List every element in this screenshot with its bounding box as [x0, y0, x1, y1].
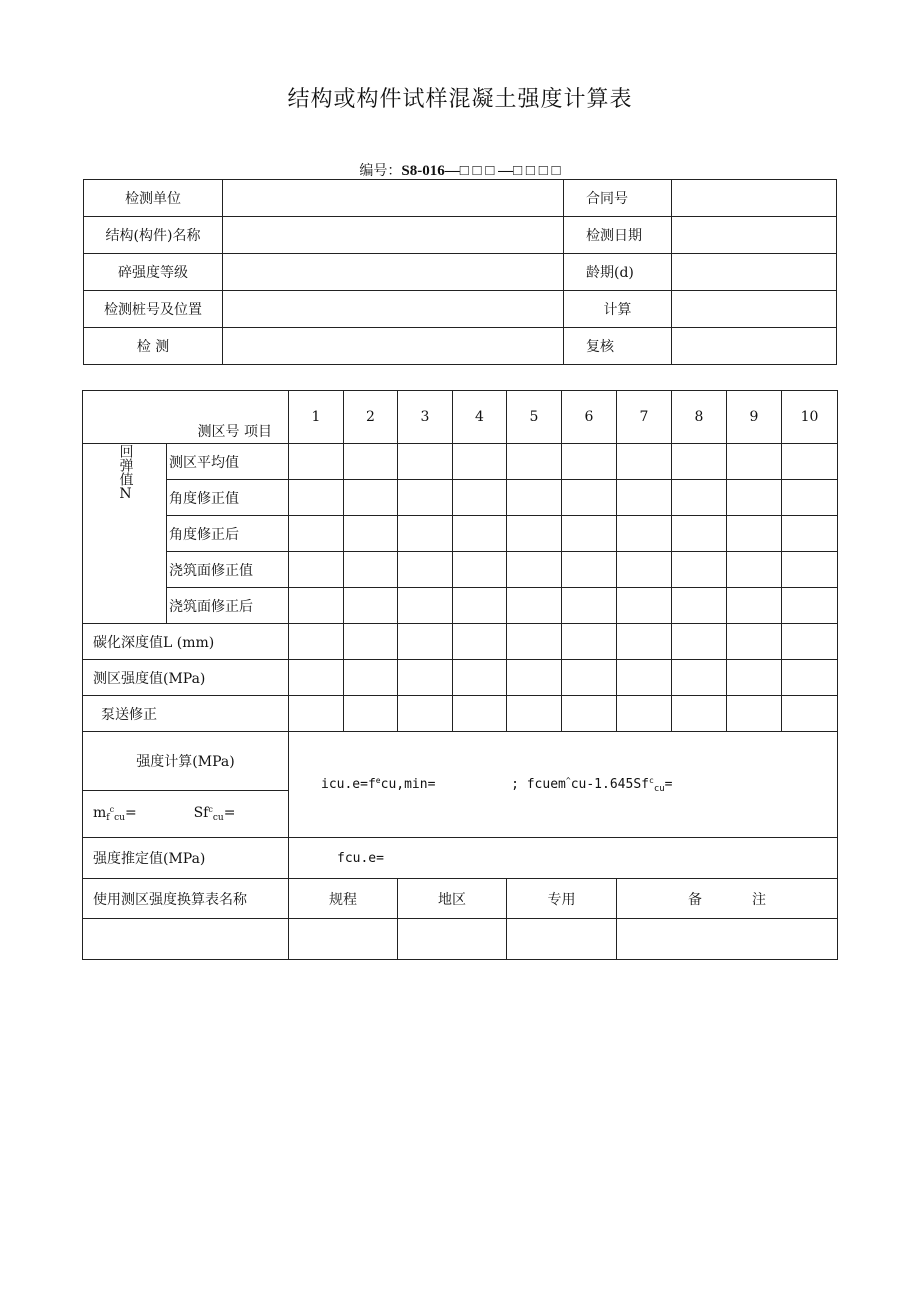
strength-formula[interactable] — [289, 732, 838, 838]
document-code — [0, 160, 920, 180]
data-cell[interactable] — [727, 480, 782, 516]
data-cell[interactable] — [782, 588, 838, 624]
data-cell[interactable] — [617, 552, 672, 588]
data-cell[interactable] — [344, 624, 398, 660]
table-row — [83, 660, 838, 696]
info-label: 检 测 — [84, 328, 223, 365]
info-value-cell[interactable] — [672, 254, 837, 291]
data-cell[interactable] — [289, 516, 344, 552]
option-special: 专用 — [507, 879, 617, 919]
data-cell[interactable] — [398, 588, 453, 624]
formula-second-rest: cu-1.645Sf — [570, 776, 649, 792]
data-cell[interactable] — [289, 480, 344, 516]
data-cell[interactable] — [672, 552, 727, 588]
option-regulation: 规程 — [289, 879, 398, 919]
data-cell[interactable] — [453, 696, 507, 732]
special-value[interactable] — [507, 919, 617, 960]
info-label: 结构(构件)名称 — [84, 217, 223, 254]
table-row — [83, 444, 838, 480]
formula-second-sup: ^ — [565, 775, 571, 785]
option-region: 地区 — [398, 879, 507, 919]
data-cell[interactable] — [344, 552, 398, 588]
column-header: 1 — [289, 391, 344, 444]
mean-sub: f — [106, 813, 110, 823]
data-cell[interactable] — [507, 516, 562, 552]
formula-sup: e — [375, 775, 381, 785]
sd-label: Sf — [193, 805, 209, 821]
sd-sup: c — [208, 805, 213, 814]
data-cell[interactable] — [617, 660, 672, 696]
data-cell[interactable] — [289, 696, 344, 732]
info-value-cell[interactable] — [672, 328, 837, 365]
data-cell[interactable] — [453, 588, 507, 624]
code-value: S8-016—□ □ □ —□ □ □ □ — [401, 163, 561, 179]
data-cell[interactable] — [289, 444, 344, 480]
data-cell[interactable] — [507, 444, 562, 480]
data-cell[interactable] — [344, 696, 398, 732]
data-cell[interactable] — [289, 552, 344, 588]
data-cell[interactable] — [727, 552, 782, 588]
formula-sep: ; — [511, 776, 519, 792]
info-value-cell[interactable] — [223, 328, 564, 365]
formula-second: fcuem — [526, 776, 566, 792]
data-cell[interactable] — [617, 444, 672, 480]
column-header: 9 — [727, 391, 782, 444]
row-label: 测区强度值(MPa) — [83, 660, 289, 696]
region-value[interactable] — [398, 919, 507, 960]
row-label: 角度修正后 — [167, 516, 289, 552]
stats-cell[interactable] — [83, 791, 289, 838]
strength-table — [82, 390, 838, 960]
data-cell[interactable] — [727, 660, 782, 696]
info-row — [84, 328, 837, 365]
data-cell[interactable] — [617, 624, 672, 660]
data-cell[interactable] — [782, 480, 838, 516]
info-row — [84, 291, 837, 328]
data-cell[interactable] — [507, 480, 562, 516]
formula-second-sup2: c — [648, 775, 654, 785]
data-cell[interactable] — [617, 588, 672, 624]
remarks-label: 备 — [688, 891, 702, 908]
info-label: 计算 — [564, 291, 672, 328]
mean-sub2: cu — [114, 813, 125, 823]
table-row — [83, 516, 838, 552]
table-row — [83, 696, 838, 732]
row-label: 碳化深度值L (mm) — [83, 624, 289, 660]
info-value-cell[interactable] — [223, 254, 564, 291]
data-cell[interactable] — [398, 444, 453, 480]
column-header: 8 — [672, 391, 727, 444]
formula-second-eq: = — [664, 776, 673, 792]
mean-label: m — [93, 805, 107, 821]
remarks-label-2: 注 — [752, 891, 766, 908]
data-cell[interactable] — [398, 516, 453, 552]
info-label: 复核 — [564, 328, 672, 365]
inferred-row — [83, 838, 838, 879]
data-cell[interactable] — [507, 624, 562, 660]
column-header: 7 — [617, 391, 672, 444]
header-corner — [83, 391, 289, 444]
data-cell[interactable] — [344, 480, 398, 516]
data-cell[interactable] — [289, 588, 344, 624]
data-cell[interactable] — [782, 516, 838, 552]
column-header: 5 — [507, 391, 562, 444]
row-label: 浇筑面修正后 — [167, 588, 289, 624]
data-cell[interactable] — [672, 444, 727, 480]
data-cell[interactable] — [398, 552, 453, 588]
data-cell[interactable] — [507, 588, 562, 624]
data-cell[interactable] — [562, 444, 617, 480]
column-header: 10 — [782, 391, 838, 444]
data-cell[interactable] — [672, 624, 727, 660]
code-label: 编号： — [359, 163, 402, 179]
data-cell[interactable] — [453, 552, 507, 588]
row-label: 角度修正值 — [167, 480, 289, 516]
mean-eq: = — [124, 805, 137, 821]
data-cell[interactable] — [562, 660, 617, 696]
data-cell[interactable] — [617, 516, 672, 552]
info-row — [84, 254, 837, 291]
data-cell[interactable] — [344, 660, 398, 696]
data-cell[interactable] — [562, 480, 617, 516]
data-cell[interactable] — [507, 660, 562, 696]
data-cell[interactable] — [562, 516, 617, 552]
info-label: 合同号 — [564, 180, 672, 217]
data-cell[interactable] — [727, 444, 782, 480]
info-label: 检测日期 — [564, 217, 672, 254]
info-label: 龄期(d) — [564, 254, 672, 291]
mean-sup: c — [109, 805, 115, 814]
data-cell[interactable] — [398, 624, 453, 660]
column-header: 4 — [453, 391, 507, 444]
page-title: 结构或构件试样混凝土强度计算表 — [287, 87, 633, 112]
data-cell[interactable] — [398, 660, 453, 696]
table-name-value[interactable] — [83, 919, 289, 960]
info-value-cell[interactable] — [223, 291, 564, 328]
remarks-header — [617, 879, 838, 919]
data-cell[interactable] — [672, 516, 727, 552]
formula-main: icu.e=f — [321, 776, 376, 792]
row-label: 泵送修正 — [83, 696, 289, 732]
sd-sub: cu — [212, 813, 224, 823]
formula-second-sub: cu — [653, 783, 665, 794]
data-cell[interactable] — [782, 660, 838, 696]
sd-eq: = — [223, 805, 236, 821]
info-table — [83, 179, 837, 365]
row-label: 测区平均值 — [167, 444, 289, 480]
data-cell[interactable] — [453, 660, 507, 696]
data-cell[interactable] — [782, 552, 838, 588]
row-label: 浇筑面修正值 — [167, 552, 289, 588]
regulation-value[interactable] — [289, 919, 398, 960]
inferred-label: 强度推定值(MPa) — [83, 838, 289, 879]
data-cell[interactable] — [617, 480, 672, 516]
data-cell[interactable] — [672, 588, 727, 624]
info-value-cell[interactable] — [672, 217, 837, 254]
data-cell[interactable] — [289, 660, 344, 696]
data-cell[interactable] — [344, 588, 398, 624]
data-cell[interactable] — [562, 624, 617, 660]
data-cell[interactable] — [453, 516, 507, 552]
data-cell[interactable] — [507, 696, 562, 732]
data-cell[interactable] — [617, 696, 672, 732]
info-value-cell[interactable] — [223, 180, 564, 217]
data-cell[interactable] — [562, 552, 617, 588]
data-cell[interactable] — [727, 696, 782, 732]
remarks-value[interactable] — [617, 919, 838, 960]
data-cell[interactable] — [562, 696, 617, 732]
info-value-cell[interactable] — [672, 180, 837, 217]
data-cell[interactable] — [727, 588, 782, 624]
info-label: 检测单位 — [84, 180, 223, 217]
data-cell[interactable] — [398, 480, 453, 516]
table-row — [83, 552, 838, 588]
column-header: 6 — [562, 391, 617, 444]
info-label: 检测桩号及位置 — [84, 291, 223, 328]
data-cell[interactable] — [672, 480, 727, 516]
data-cell[interactable] — [782, 696, 838, 732]
data-cell[interactable] — [727, 624, 782, 660]
data-cell[interactable] — [727, 516, 782, 552]
rebound-group-label: 回弹值N — [83, 444, 167, 624]
data-cell[interactable] — [398, 696, 453, 732]
data-cell[interactable] — [344, 444, 398, 480]
inferred-formula[interactable]: fcu.e= — [289, 838, 838, 879]
header-label: 测区号 项目 — [197, 424, 272, 440]
table-name-values-row — [83, 919, 838, 960]
data-cell[interactable] — [453, 480, 507, 516]
strength-calc-row — [83, 732, 838, 791]
info-label: 碎强度等级 — [84, 254, 223, 291]
info-row — [84, 180, 837, 217]
formula-rest: cu,min= — [380, 776, 436, 792]
strength-calc-label: 强度计算(MPa) — [83, 732, 289, 791]
table-row — [83, 480, 838, 516]
table-name-label: 使用测区强度换算表名称 — [83, 879, 289, 919]
data-cell[interactable] — [672, 696, 727, 732]
info-value-cell[interactable] — [672, 291, 837, 328]
data-cell[interactable] — [453, 444, 507, 480]
data-cell[interactable] — [562, 588, 617, 624]
table-name-row — [83, 879, 838, 919]
data-cell[interactable] — [507, 552, 562, 588]
table-row — [83, 624, 838, 660]
data-cell[interactable] — [344, 516, 398, 552]
data-cell[interactable] — [782, 624, 838, 660]
data-cell[interactable] — [672, 660, 727, 696]
table-row — [83, 588, 838, 624]
data-cell[interactable] — [782, 444, 838, 480]
column-header: 2 — [344, 391, 398, 444]
data-cell[interactable] — [453, 624, 507, 660]
info-value-cell[interactable] — [223, 217, 564, 254]
data-cell[interactable] — [289, 624, 344, 660]
column-header: 3 — [398, 391, 453, 444]
info-row — [84, 217, 837, 254]
header-row — [83, 391, 838, 444]
